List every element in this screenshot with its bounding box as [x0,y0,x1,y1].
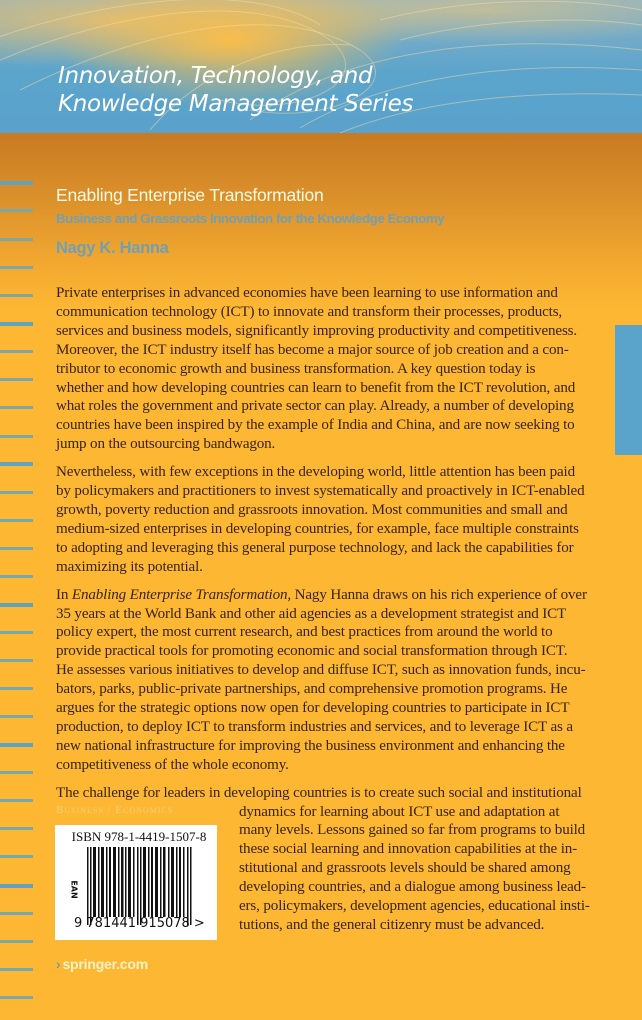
tick-mark [0,799,33,802]
tick-mark [0,238,33,241]
tick-mark [0,968,33,971]
tick-mark [0,462,33,466]
tick-mark [0,715,33,718]
tick-mark [0,687,33,690]
description-paragraph-2: Nevertheless, with few exceptions in the developing world, little attention has been paid by policymakers and practitioners to invest systematically and proactively in ICT-enabled growth, poverty reduction and grassroots innovation. Most communities and small and medium-sized enterprises in developing countries, for example, face multiple constraints to adopting and leveraging this general purpose technology, and lack the capabilities for maximizing its potential. [56,464,585,575]
tick-mark [0,940,33,943]
tick-mark [0,181,33,185]
author-name: Nagy K. Hanna [56,239,169,257]
tick-mark [0,294,33,297]
tick-mark [0,855,33,858]
ean-label: EAN [69,880,79,899]
series-header-band [0,0,642,133]
tick-mark [0,659,33,662]
series-title-line-1: Innovation, Technology, and [58,63,373,89]
category-label: Business / Economics [56,804,174,816]
publisher-link[interactable] [56,956,148,972]
publisher-url: springer.com [62,956,148,972]
isbn-number: ISBN 978-1-4419-1507-8 [71,829,207,844]
chevron-right-icon: › [56,956,61,972]
description-paragraph-4: The challenge for leaders in developing countries is to create such social and institutional dynamics for learning about ICT use and adaptation at many levels. Lessons gained so far from programs to build these social learning and innovation capabilities at the in- stitutional and grassroots levels should be shared among developing countries, and a dialogue among business lead- ers, policymakers, development agencies, educational insti- tutions, and the general citizenry must be advanced. [56,784,590,933]
tick-mark [0,378,33,381]
book-subtitle: Business and Grassroots Innovation for the Knowledge Economy [56,211,445,226]
tick-mark [0,996,33,999]
tick-mark [0,827,33,830]
tick-mark [0,603,33,607]
tick-mark [0,519,33,522]
tick-mark [0,743,33,747]
barcode-icon [87,847,195,925]
italic-book-title: Enabling Enterprise Transformation [71,586,288,603]
tick-mark [0,435,33,438]
tick-mark [0,631,33,634]
tick-mark [0,209,33,212]
side-color-tab [615,325,642,455]
series-title-line-2: Knowledge Management Series [58,91,414,117]
tick-mark [0,575,33,578]
tick-mark [0,322,33,326]
edge-tick-marks [0,0,34,1020]
tick-mark [0,491,33,494]
tick-mark [0,547,33,550]
isbn-barcode [55,825,217,940]
book-title: Enabling Enterprise Transformation [56,185,324,205]
tick-mark [0,266,33,269]
tick-mark [0,884,33,888]
tick-mark [0,350,33,353]
series-title [58,62,413,118]
tick-mark [0,771,33,774]
description-paragraph-3: In Enabling Enterprise Transformation, Nagy Hanna draws on his rich experience of over 35 years at the World Bank and other aid agencies as a development strategist and ICT policy expert, the most current research, and best practices from around the world to provide practical tools for promoting economic and social transformation through ICT. He assesses various initiatives to develop and diffuse ICT, such as innovation funds, incu- bators, parks, public-private partnerships, and comprehensive promotion programs. He argues for the strategic options now open for developing countries to participate in ICT production, to deploy ICT to transform industries and services, and to leverage ICT as a new national infrastructure for improving the business environment and enhancing the competitiveness of the whole economy. [56,586,587,773]
tick-mark [0,406,33,409]
ean-digits: 9 781441 915078 > [74,916,205,931]
description-paragraph-1: Private enterprises in advanced economies have been learning to use information and communication technology (ICT) to innovate and transform their processes, products, services and business models, significantly improving productivity and competitiveness. Moreover, the ICT industry itself has become a major source of job creation and a con- tributor to economic growth and business transformation. A key question today is whether and how developing countries can learn to benefit from the ICT revolution, and what roles the government and private sector can play. Already, a number of developing countries have been inspired by the example of India and China, and are now seeking to jump on the outsourcing bandwagon. [56,285,578,453]
tick-mark [0,912,33,915]
